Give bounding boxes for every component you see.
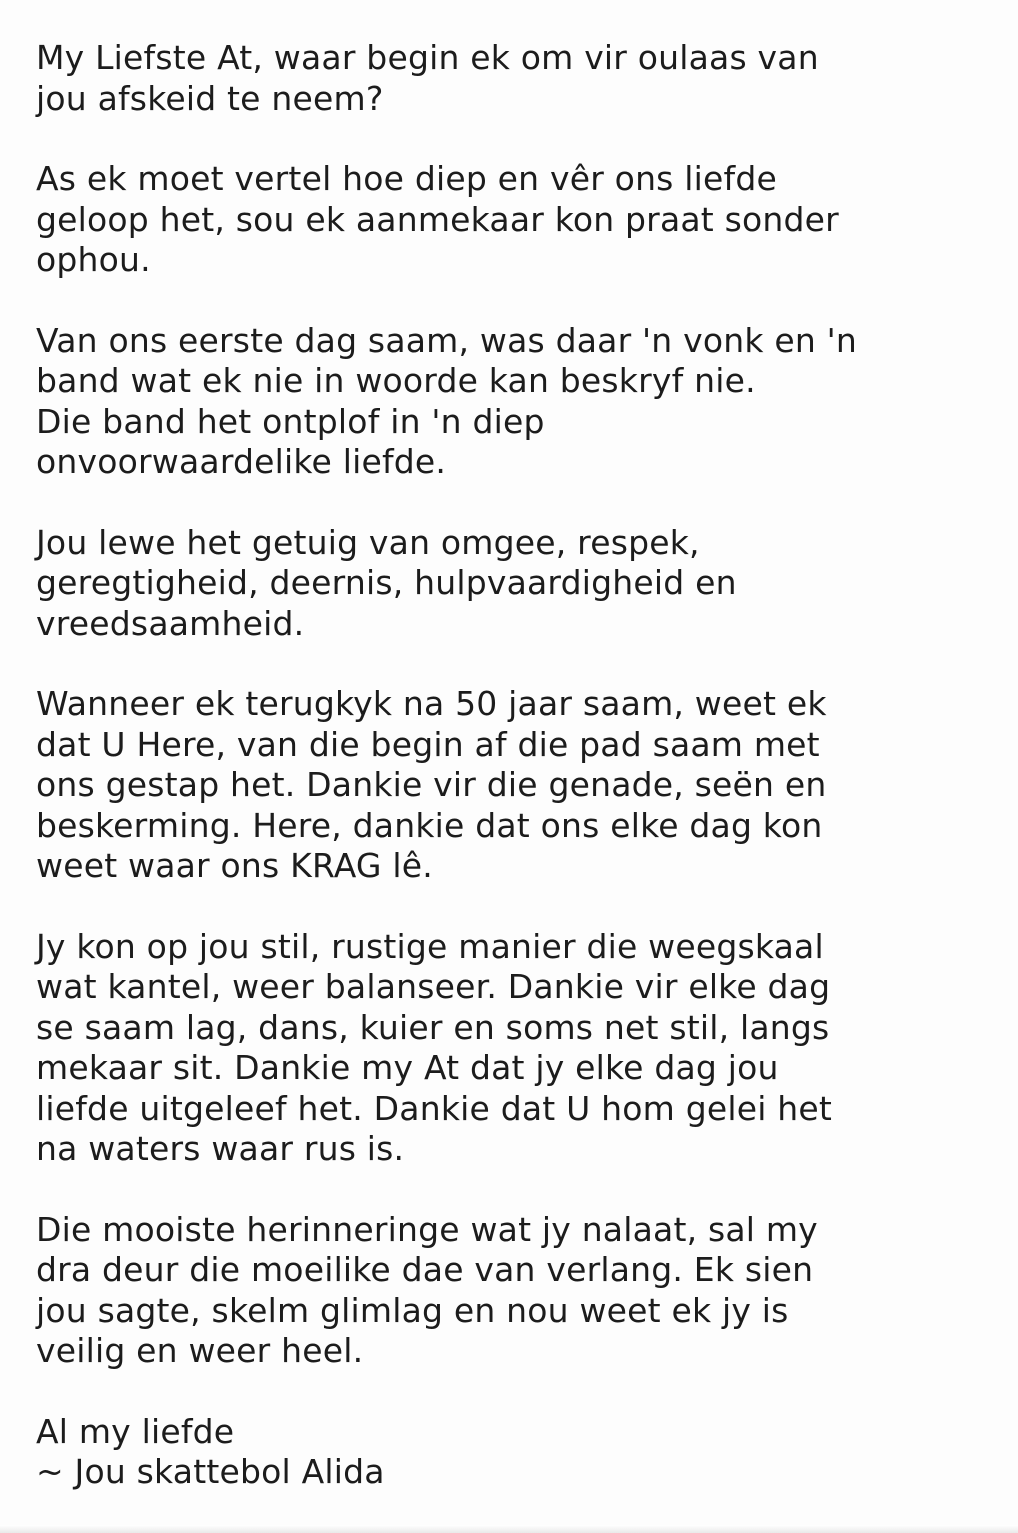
paragraph-3 [36,321,996,483]
text-line: ophou. [36,240,151,279]
paragraph-5 [36,684,996,887]
paragraph-2 [36,159,996,281]
text-line: dat U Here, van die begin af die pad saam met [36,724,820,764]
closing-line: Al my liefde [36,1411,235,1451]
paragraph-6 [36,927,996,1170]
scan-edge-shadow [0,1525,1018,1533]
text-line: band wat ek nie in woorde kan beskryf nie. [36,361,756,400]
text-line: onvoorwaardelike liefde. [36,442,447,481]
text-line: geloop het, sou ek aanmekaar kon praat sonder [36,199,839,239]
paragraph-1 [36,38,996,119]
text-line: wat kantel, weer balanseer. Dankie vir elke dag [36,967,831,1006]
text-line: Jy kon op jou stil, rustige manier die weegskaal [36,926,824,966]
text-line: se saam lag, dans, kuier en soms net stil, langs [36,1007,830,1047]
text-line: Die band het ontplof in 'n diep [36,401,545,441]
text-line: beskerming. Here, dankie dat ons elke dag kon [36,805,823,845]
text-line: ons gestap het. Dankie vir die genade, seën en [36,765,827,804]
text-line: As ek moet vertel hoe diep en vêr ons liefde [36,159,777,198]
text-line: geregtigheid, deernis, hulpvaardigheid en [36,563,737,602]
text-line: jou afskeid te neem? [36,78,384,118]
signature-line: ~ Jou skattebol Alida [36,1452,385,1491]
paragraph-7 [36,1210,996,1372]
text-line: Die mooiste herinneringe wat jy nalaat, sal my [36,1209,818,1249]
text-line: weet waar ons KRAG lê. [36,846,433,885]
text-line: dra deur die moeilike dae van verlang. Ek sien [36,1250,814,1289]
letter-body [36,38,996,1493]
text-line: vreedsaamheid. [36,603,305,643]
paragraph-4 [36,523,996,645]
text-line: Van ons eerste dag saam, was daar 'n vonk en 'n [36,320,858,360]
text-line: My Liefste At, waar begin ek om vir oulaas van [36,38,819,77]
text-line: veilig en weer heel. [36,1331,364,1370]
text-line: jou sagte, skelm glimlag en nou weet ek jy is [36,1290,789,1330]
text-line: Wanneer ek terugkyk na 50 jaar saam, weet ek [36,684,827,723]
text-line: na waters waar rus is. [36,1129,405,1168]
text-line: Jou lewe het getuig van omgee, respek, [36,522,700,562]
sign-off [36,1412,996,1493]
text-line: liefde uitgeleef het. Dankie dat U hom gelei het [36,1088,833,1128]
text-line: mekaar sit. Dankie my At dat jy elke dag jou [36,1048,779,1087]
